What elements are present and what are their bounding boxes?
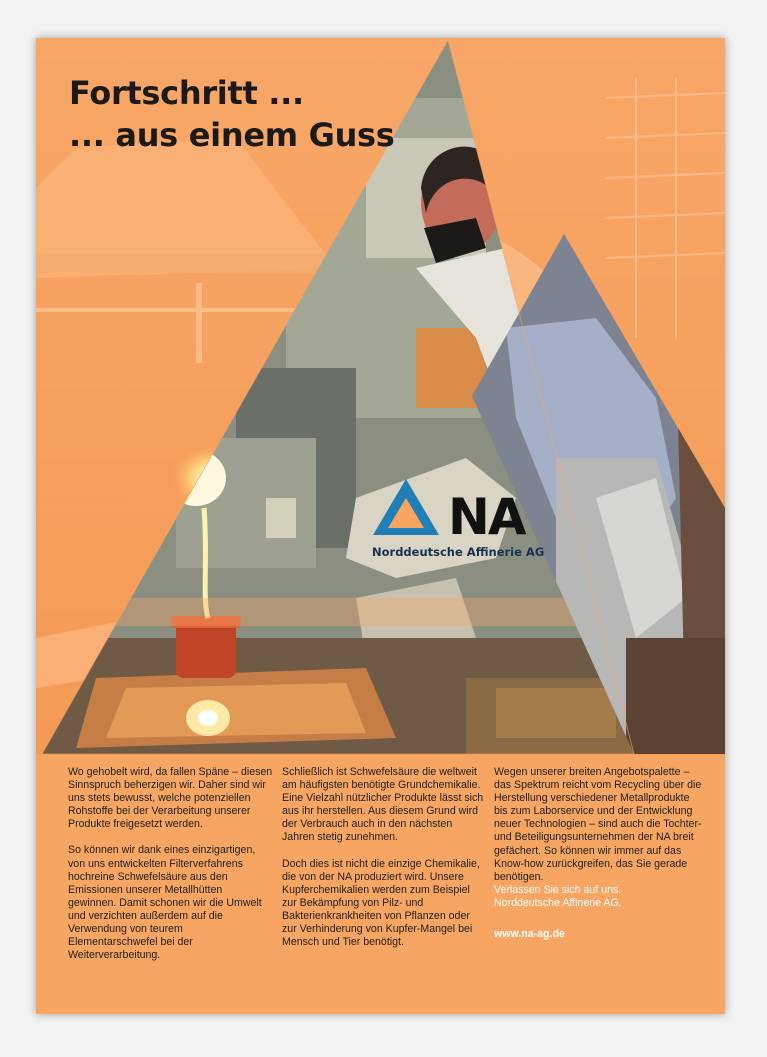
col2-paragraph-2: Doch dies ist nicht die einzige Chemikalie, die von der NA produziert wird. Unsere Kupferchemikalien werden zum Beispiel zur Bekämpfung von Pilz- und Bakterienkrankheiten von Pflanzen oder zur Verhinderung von Kupfer-Mangel bei Mensch und Tier benötigt. [282,857,480,949]
website-link[interactable]: www.na-ag.de [494,928,565,941]
headline [69,72,395,156]
logo-mark: NA [448,488,525,546]
col2-paragraph-1: Schließlich ist Schwefelsäure die weltweit am häufigsten benötigte Grundchemikalie. Eine Vielzahl nützlicher Produkte lässt sich aus ihr herstellen. Aus diesem Grund wird der Verbrauch auch in den nächsten Jahren stetig zunehmen. [282,766,484,844]
col1-paragraph-1: Wo gehobelt wird, da fallen Späne – diesen Sinnspruch beherzigen wir. Daher sind wir uns stets bewusst, welche potenziellen Rohstoffe bei der Verarbeitung unserer Produkte freigesetzt werden. [68,766,273,831]
text-column-1 [68,766,273,975]
text-column-2 [282,766,487,962]
col1-paragraph-2: So können wir dank eines einzigartigen, von uns entwickelten Filterverfahrens hochreine Schwefelsäure aus den Emissionen unserer Metallhütten gewinnen. Damit schonen wir die Umwelt und verzichten außerdem auf die Verwendung von teurem Elementarschwefel bei der Weiterverarbeitung. [68,844,262,962]
closing-line-2: Norddeutsche Affinerie AG. [494,896,622,909]
logo-company-name: Norddeutsche Affinerie AG [372,545,545,559]
col3-paragraph-1: Wegen unserer breiten Angebotspalette – das Spektrum reicht vom Recycling über die Herstellung verschiedener Metallprodukte bis zum Laborservice und der Entwicklung neuer Technologien – sind auch die Tochter- und Beteiligungsunternehmen der NA breit gefächert. So können wir immer auf das Know-how zurückgreifen, das Sie gerade benötigen. [494,766,702,883]
advertisement-page [36,38,725,1014]
text-column-3 [494,766,704,941]
headline-line-2: ... aus einem Guss [69,116,395,154]
closing-line-1: Verlassen Sie sich auf uns. [494,883,622,896]
headline-line-1: Fortschritt ... [69,74,304,112]
